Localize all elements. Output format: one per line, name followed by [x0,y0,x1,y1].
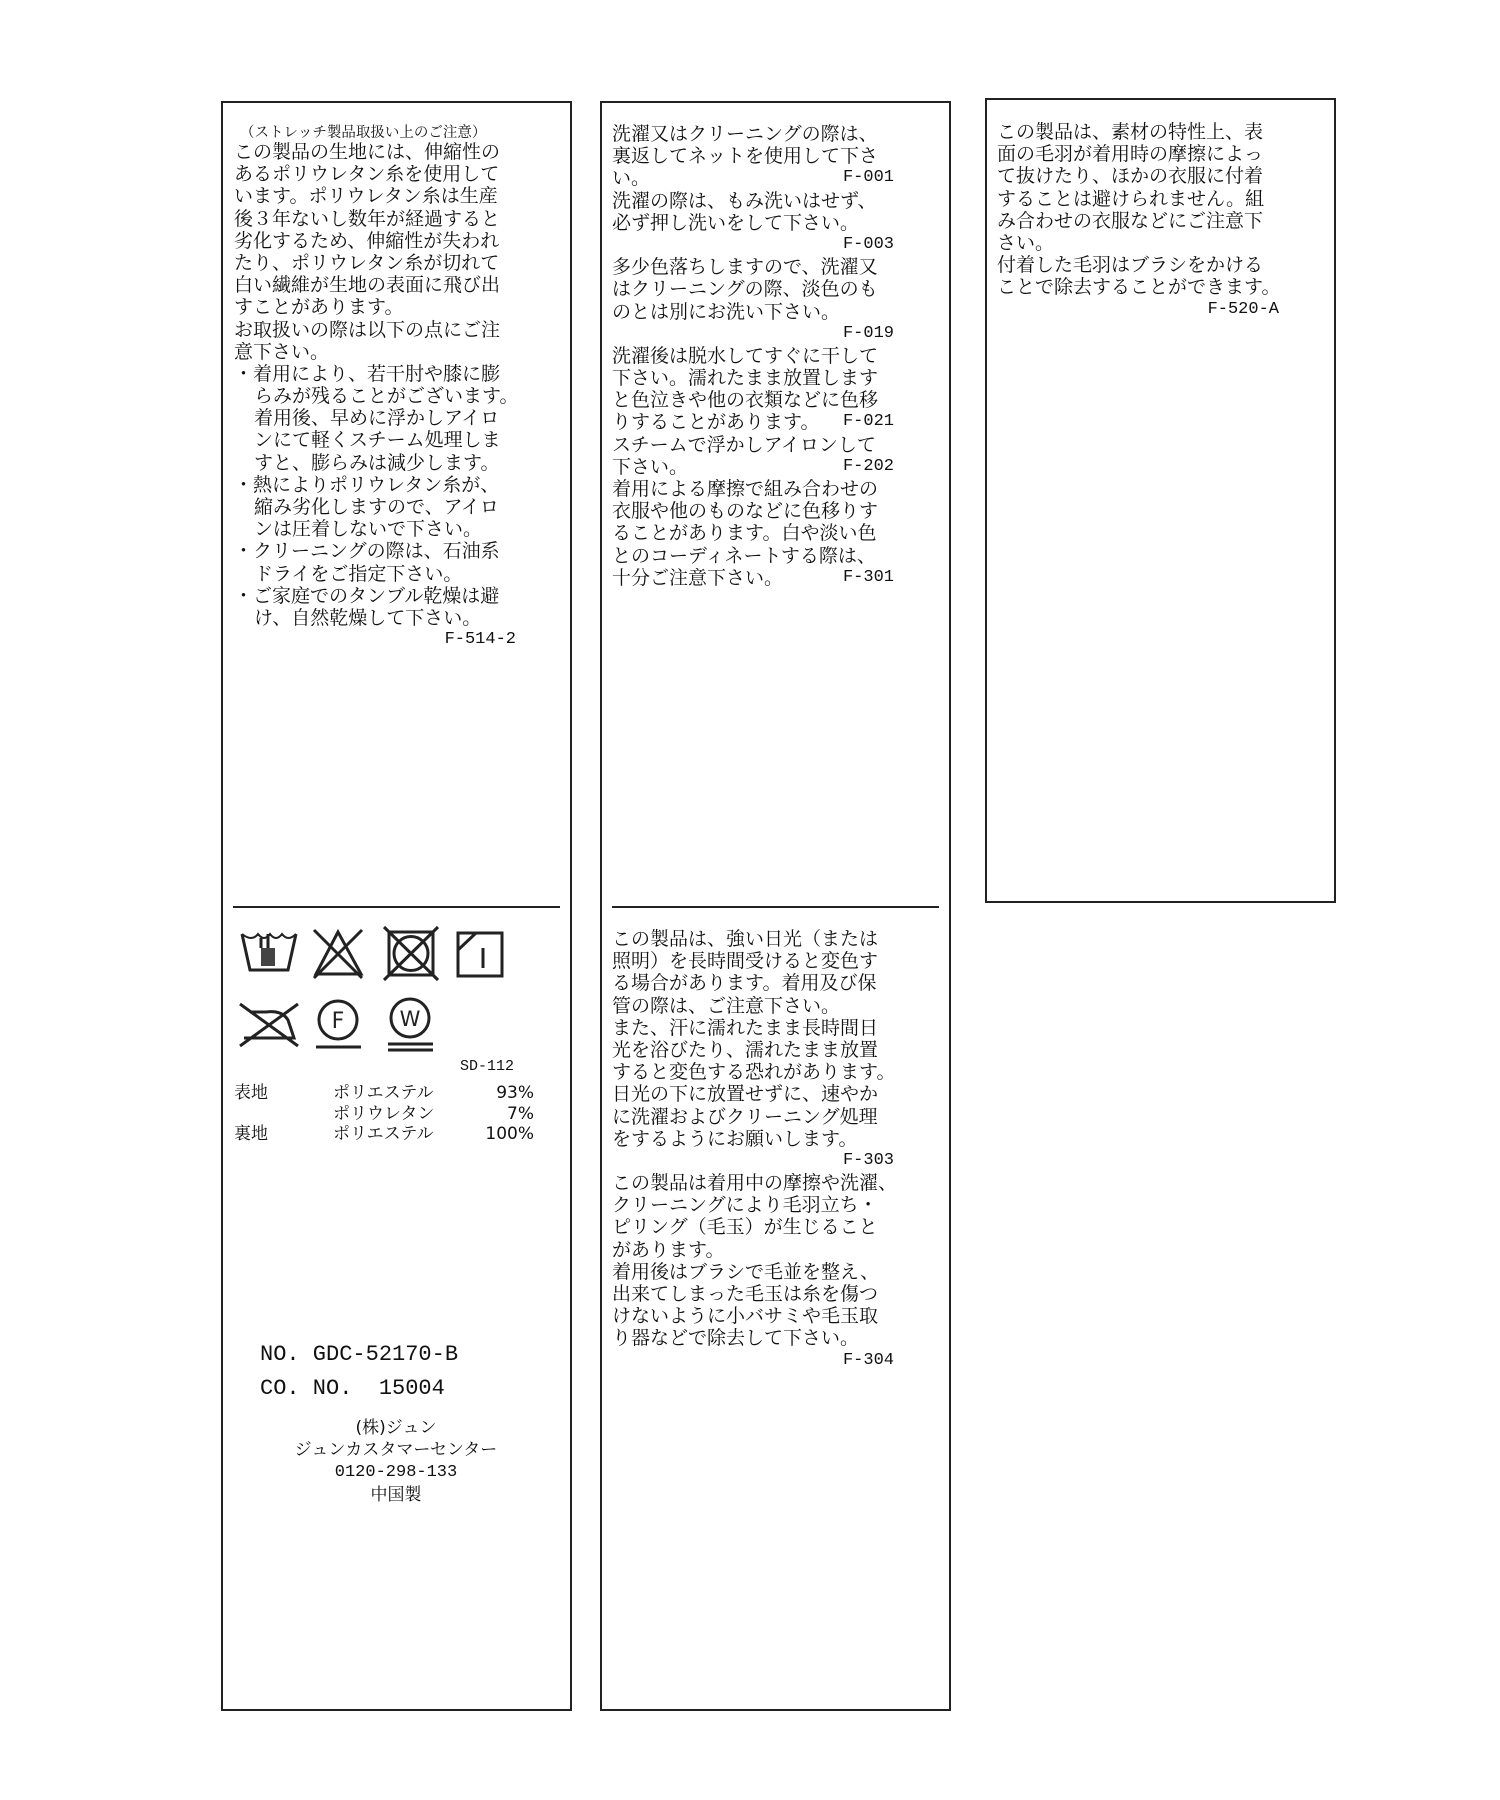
text-line [234,141,516,163]
instruction-code: F-019 [842,323,894,343]
line-text: 出来てしまった毛玉は糸を傷つ [612,1283,879,1305]
line-text: 衣服や他のものなどに色移りす [612,500,879,523]
text-line [612,478,894,500]
fiber-material: ポリウレタン [333,1103,435,1124]
line-text: この製品は、強い日光（または [612,928,879,950]
fiber-part: 表地 [234,1083,268,1103]
text-line [234,563,516,585]
text-line [612,367,894,389]
text-line [612,190,894,212]
line-text: り器などで除去して下さい。 [612,1327,860,1350]
line-text: りすることがあります。 [612,411,820,434]
text-line [612,567,894,589]
line-text: い。 [612,167,651,190]
care-code: SD-112 [459,1058,514,1075]
text-line [612,1283,894,1305]
text-line [234,385,519,408]
instruction-code: F-303 [842,1150,894,1170]
line-text: けないように小バサミや毛玉取 [612,1305,879,1328]
line-text: あるポリウレタン糸を使用して [234,163,500,186]
text-line [234,429,516,451]
text-line [612,345,894,367]
line-text: とのコーディネートする際は、 [612,544,876,567]
line-text: はクリーニングの際、淡色のも [612,278,878,301]
line-text: る場合があります。着用及び保 [612,972,877,995]
text-line [997,210,1279,232]
line-text: ・着用により、若干肘や膝に膨 [234,362,501,385]
text-line [612,1128,894,1150]
text-line [997,121,1279,143]
text-line [612,434,894,456]
company-info [250,1417,542,1506]
text-line [234,319,516,341]
text-line [612,1327,894,1349]
text-line [234,230,516,252]
line-text: 下さい。 [612,455,689,478]
drip-dry-shade-icon [458,933,502,976]
line-text: ることがあります。白や淡い色 [612,522,877,545]
fiber-part: 裏地 [234,1124,268,1144]
text-line [612,1305,894,1327]
text-line [612,1350,894,1372]
text-line [612,323,894,345]
fiber-row [234,1104,534,1125]
line-text: に洗濯およびクリーニング処理 [612,1105,878,1128]
line-text: ことで除去することができます。 [997,276,1281,299]
text-line [612,1172,898,1195]
line-text: け、自然乾燥して下さい。 [254,606,482,629]
text-line [612,234,894,256]
text-line [234,518,516,540]
line-text: 着用による摩擦で組み合わせの [612,478,879,500]
line-text: さい。 [997,231,1055,254]
text-line [612,972,894,994]
text-line [234,585,516,607]
line-text: ・クリーニングの際は、石油系 [234,540,500,563]
text-line [612,522,894,544]
text-line [612,456,894,478]
text-line [612,123,894,145]
line-text: スチームで浮かしアイロンして [612,433,876,456]
text-line [612,500,894,522]
text-line [234,540,516,562]
line-text: 着用後はブラシで毛並を整え、 [612,1260,880,1283]
text-line [612,389,894,411]
stretch-care-heading: （ストレッチ製品取扱い上のご注意） [240,125,487,141]
text-line [612,995,894,1017]
divider-left [233,906,560,908]
line-text: クリーニングにより毛羽立ち・ [612,1194,878,1217]
text-line [234,607,516,629]
text-line [612,256,894,278]
line-text: ンは圧着しないで下さい。 [254,518,483,541]
line-text: することは避けられません。組 [997,187,1265,210]
text-line [612,1106,894,1128]
line-text: 裏返してネットを使用して下さ [612,145,879,168]
instruction-code: F-301 [842,567,894,587]
text-line [234,274,516,296]
line-text: ドライをご指定下さい。 [254,562,463,585]
line-text: 日光の下に放置せずに、速やか [612,1083,879,1106]
line-text: ・熱によりポリウレタン糸が、 [234,473,500,496]
text-line [234,474,516,496]
line-text: 後３年ないし数年が経過すると [234,207,501,230]
line-text: 十分ご注意下さい。 [612,566,784,589]
fading-pilling-notes [612,928,898,1372]
line-text: のとは別にお洗い下さい。 [612,300,841,323]
line-text: て抜けたり、ほかの衣服に付着 [997,165,1264,188]
line-text: があります。 [612,1238,725,1261]
line-text: すことがあります。 [234,296,404,319]
fiber-row [234,1083,534,1104]
line-text: 洗濯又はクリーニングの際は、 [612,123,878,145]
product-number: NO. GDC-52170-B [260,1342,459,1367]
fiber-composition [234,1083,534,1145]
line-text: 下さい。濡れたまま放置します [612,367,879,390]
text-line [234,629,516,651]
text-line [612,301,894,323]
line-text: この製品の生地には、伸縮性の [234,141,501,163]
text-line [612,167,894,189]
dry-clean-f-icon [316,1001,361,1047]
instruction-code: F-202 [842,456,894,476]
no-tumble-dry-icon [384,927,438,980]
instruction-code: F-304 [842,1350,894,1370]
line-text: 光を浴びたり、濡れたまま放置 [612,1038,879,1061]
text-line [234,341,516,363]
line-text: 付着した毛羽はブラシをかける [997,254,1264,277]
text-line [612,1061,894,1083]
line-text: 面の毛羽が着用時の摩擦によっ [997,143,1264,166]
line-text: をするようにお願いします。 [612,1127,858,1150]
line-text: この製品は、素材の特性上、表 [997,121,1264,143]
text-line [234,452,516,474]
text-line [997,276,1279,298]
text-line [612,1216,894,1238]
text-line [234,296,516,318]
instruction-code: F-003 [842,234,894,254]
divider-middle [612,906,939,908]
line-text: 洗濯後は脱水してすぐに干して [612,344,879,367]
washing-instructions [612,123,894,589]
line-text: 白い繊維が生地の表面に飛び出 [234,274,501,297]
text-line [234,252,516,274]
stretch-care-text [234,141,519,651]
phone-number: 0120-298-133 [334,1462,458,1482]
line-text: み合わせの衣服などにご注意下 [997,209,1264,232]
text-line [612,1083,894,1105]
company-name: (株)ジュン [355,1418,437,1438]
line-text: 劣化するため、伸縮性が失われ [234,229,500,252]
text-line [234,185,516,207]
line-text: 必ず押し洗いをして下さい。 [612,211,860,234]
fuzz-notes [997,121,1279,321]
text-line [997,299,1279,321]
line-text: 照明）を長時間受けると変色す [612,950,879,973]
line-text: ・ご家庭でのタンブル乾燥は避 [234,584,500,607]
fiber-percent: 93% [496,1083,534,1103]
text-line [997,165,1279,187]
text-line [612,1239,894,1261]
co-number: CO. NO. 15004 [260,1376,445,1401]
fiber-material: ポリエステル [333,1124,434,1144]
line-text: たり、ポリウレタン糸が切れて [234,251,500,274]
fiber-material: ポリエステル [333,1083,434,1103]
text-line [234,163,516,185]
hand-wash-40-icon [242,934,296,970]
line-text: また、汗に濡れたまま長時間日 [612,1016,879,1039]
line-text: 縮み劣化しますので、アイロ [254,496,499,518]
text-line [997,254,1279,276]
instruction-code: F-021 [842,412,894,432]
text-line [612,278,894,300]
line-text: 着用後、早めに浮かしアイロ [254,407,500,430]
text-line [234,407,516,429]
fiber-percent: 100% [485,1124,534,1144]
care-symbols [234,920,524,1055]
text-line [612,1150,894,1172]
text-line [612,1194,894,1216]
instruction-code: F-520-A [1207,299,1279,319]
line-text: すと、膨らみは減少します。 [254,451,500,474]
text-line [234,363,516,385]
line-text: ンにて軽くスチーム処理しま [254,429,501,452]
svg-text:F: F [331,1009,345,1034]
no-iron-icon [240,1004,298,1046]
text-line [997,188,1279,210]
no-bleach-icon [314,930,362,978]
text-line [612,411,894,433]
line-text: この製品は着用中の摩擦や洗濯、 [612,1172,898,1195]
text-line [612,212,894,234]
text-line [612,928,894,950]
line-text: 洗濯の際は、もみ洗いはせず、 [612,189,877,212]
text-line [234,208,516,230]
line-text: お取扱いの際は以下の点にご注 [234,318,501,341]
instruction-code: F-001 [842,168,894,188]
customer-center: ジュンカスタマーセンター [294,1440,498,1461]
text-line [612,1261,894,1283]
text-line [612,145,894,167]
text-line [612,1039,894,1061]
svg-text:W: W [399,1007,421,1031]
line-text: と色泣きや他の衣類などに色移 [612,389,879,412]
text-line [997,232,1279,254]
line-text: らみが残ることがございます。 [254,385,519,408]
country-of-origin: 中国製 [370,1484,422,1505]
line-text: ピリング（毛玉）が生じること [612,1216,878,1239]
text-line [612,545,894,567]
text-line [612,950,894,972]
line-text: 意下さい。 [234,340,330,363]
line-text: います。ポリウレタン糸は生産 [234,185,498,208]
wet-clean-w-icon [388,999,433,1050]
text-line [997,143,1279,165]
instruction-code: F-514-2 [444,630,516,650]
line-text: 多少色落ちしますので、洗濯又 [612,256,878,279]
text-line [234,496,516,518]
text-line [612,1017,894,1039]
fiber-row [234,1124,534,1145]
fiber-percent: 7% [507,1103,534,1124]
line-text: 管の際は、ご注意下さい。 [612,994,841,1017]
line-text: すると変色する恐れがあります。 [612,1061,896,1084]
